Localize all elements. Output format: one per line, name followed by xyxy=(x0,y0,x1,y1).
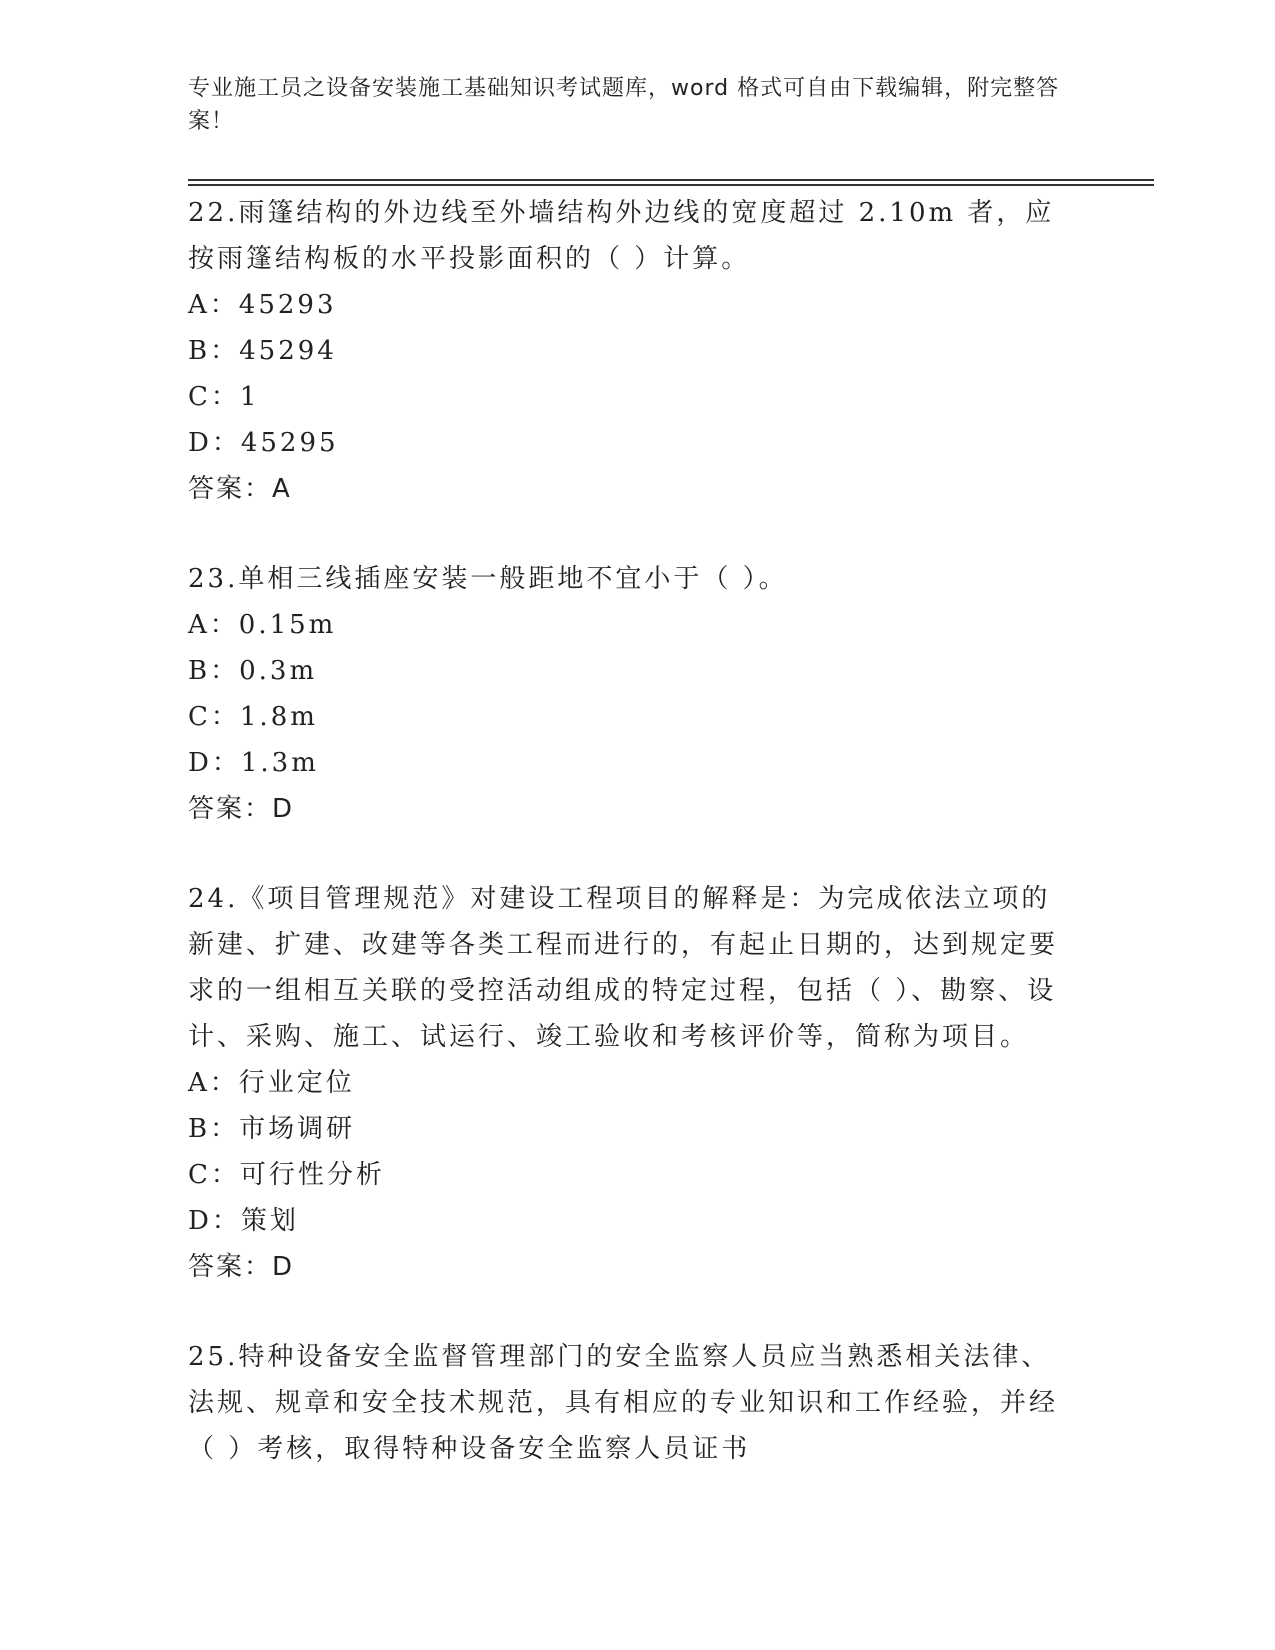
option-b: B：45294 xyxy=(188,336,337,366)
answer-text: 答案：A xyxy=(188,474,292,504)
option-a: A：45293 xyxy=(188,290,337,320)
question-list xyxy=(188,190,1068,1516)
question-text: 22.雨篷结构的外边线至外墙结构外边线的宽度超过 2.10m 者，应按雨篷结构板的水平投影面积的（ ）计算。 xyxy=(188,198,1055,274)
option-c: C：1.8m xyxy=(188,702,318,732)
question-text: 23.单相三线插座安装一般距地不宜小于（ ）。 xyxy=(188,564,788,594)
option-a: A：行业定位 xyxy=(188,1068,355,1098)
option-d: D：45295 xyxy=(188,428,339,458)
option-a: A：0.15m xyxy=(188,610,337,640)
option-b: B：0.3m xyxy=(188,656,318,686)
question-23 xyxy=(188,556,1068,832)
option-c: C：可行性分析 xyxy=(188,1160,385,1190)
option-b: B：市场调研 xyxy=(188,1114,356,1144)
question-text: 24.《项目管理规范》对建设工程项目的解释是：为完成依法立项的新建、扩建、改建等各类工程而进行的，有起止日期的，达到规定要求的一组相互关联的受控活动组成的特定过程，包括（ ）、勘察、设计、采购、施工、试运行、竣工验收和考核评价等，简称为项目。 xyxy=(188,884,1059,1052)
question-22 xyxy=(188,190,1068,512)
option-d: D：1.3m xyxy=(188,748,319,778)
document-header: 专业施工员之设备安装施工基础知识考试题库，word 格式可自由下载编辑，附完整答案！ xyxy=(188,76,1060,134)
header-rule-bottom xyxy=(188,184,1154,186)
header-rule-top xyxy=(188,179,1154,181)
question-text: 25.特种设备安全监督管理部门的安全监察人员应当熟悉相关法律、法规、规章和安全技术规范，具有相应的专业知识和工作经验，并经（ ）考核，取得特种设备安全监察人员证书 xyxy=(188,1342,1059,1464)
answer-text: 答案：D xyxy=(188,1252,295,1282)
option-c: C：1 xyxy=(188,382,260,412)
option-d: D：策划 xyxy=(188,1206,299,1236)
question-24 xyxy=(188,876,1068,1290)
answer-text: 答案：D xyxy=(188,794,295,824)
question-25 xyxy=(188,1334,1068,1472)
